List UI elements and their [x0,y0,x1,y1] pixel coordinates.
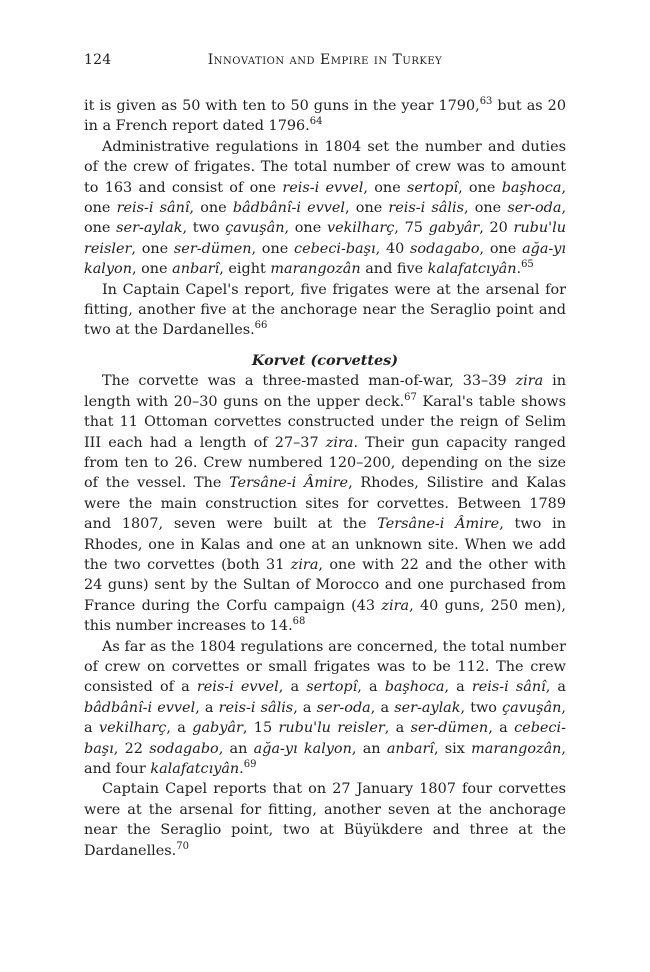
text-run: Korvet (corvettes) [251,351,399,369]
italic-term: Tersâne-i Âmire [229,475,349,492]
text-run: , eight [219,261,271,278]
text-run: , one [479,240,523,257]
italic-term: kalafatcıyân [150,761,240,777]
text-run: . [516,261,522,278]
footnote-ref: 68 [292,616,306,628]
text-run: , a [357,679,385,696]
italic-term: reis-i sânî [471,679,546,696]
text-run: , an [351,740,387,757]
body-text [84,96,566,861]
italic-term: reis-i sânî [116,200,190,217]
text-run: , one [84,179,567,217]
italic-term: gabyâr [192,720,243,737]
italic-term: Tersâne-i Âmire [377,516,500,533]
text-run: , a [195,699,219,716]
running-title: Innovation and Empire in Turkey [207,52,443,68]
text-run: , a [84,699,566,737]
italic-term: zira [290,556,319,573]
italic-term: çavuşân [502,699,562,716]
footnote-ref: 63 [479,96,493,108]
italic-term: marangozân [471,740,562,757]
text-run: Captain Capel reports that on 27 January 1807 four corvettes were at the arsenal for fitting, another seven at the anchorage near the Seraglio point, two at Büyükdere and three at the Dardanelles. [84,781,566,859]
text-run: , one [84,200,567,237]
text-run: , one [189,200,233,217]
text-run: , one [251,240,295,257]
italic-term: başhoca [501,179,562,196]
page-number: 124 [84,52,112,68]
text-run: , and four [84,740,566,777]
text-run: . Their gun capacity ranged from ten to 26. Crew numbered 120–200, depending on the size of the vessel. The [84,434,566,492]
text-run: , Rhodes, Silistire and Kalas were the main construction sites for corvettes. Between 1789 and 1807, seven were built at the [84,475,566,533]
text-run: , two in Rhodes, one in Kalas and one at an unknown site. When we add the two corvettes (both 31 [84,516,566,573]
text-run: , a [293,699,317,716]
text-run: , one [131,261,173,278]
text-run: , one [131,240,174,257]
italic-term: başhoca [384,679,445,696]
text-run: Karal's table shows that 11 Ottoman corvettes constructed under the reign of Selim III each had a length of 27–37 [84,393,567,451]
text-run: As far as the 1804 regulations are concerned, the total number of crew on corvettes or small frigates was to be 112. The crew consisted of a [84,638,566,696]
text-run: it is given as 50 with ten to 50 guns in the year 1790, [84,98,480,114]
text-run: Administrative regulations in 1804 set the number and duties of the crew of frigates. The total number of crew was to amount to 163 and consist of one [84,138,566,196]
italic-term: sodagabo [410,240,480,257]
body-paragraph [84,637,566,780]
footnote-ref: 67 [404,391,417,403]
italic-term: reis-i evvel [196,679,279,696]
text-run: , two [182,220,226,237]
text-run: , a [278,679,307,696]
text-run: , 22 [113,740,150,757]
italic-term: zira [515,373,544,390]
text-run: , one [458,179,502,196]
text-run: The corvette was a three-masted man-of-war, 33–39 [102,373,516,390]
italic-term: ser-oda [507,200,562,217]
running-header [84,52,566,74]
italic-term: kalafatcıyân [427,261,517,278]
italic-term: reis-i evvel [282,179,364,196]
italic-term: zira [381,597,410,614]
footnote-ref: 65 [521,259,534,271]
italic-term: çavuşân [225,220,285,237]
text-run: and five [360,261,428,278]
body-paragraph [84,137,566,280]
italic-term: vekilharç [326,220,395,237]
italic-term: ser-aylak [394,699,461,716]
text-run: , one [345,200,389,217]
italic-term: sertopî [306,679,358,696]
text-run: , a [444,679,472,696]
italic-term: reis-i sâlis [388,200,464,217]
text-run: In Captain Capel's report, five frigates were at the arsenal for fitting, another five at the anchorage near the Seraglio point and two at the Dardanelles. [84,281,566,339]
text-run: , one [363,179,408,196]
text-run: , 40 [375,240,411,257]
italic-term: ağa-yı kalyon [253,740,352,757]
italic-term: vekilharç [98,720,167,737]
text-run: , a [166,720,193,737]
text-run: , 40 guns, 250 men), this number increases to 14. [84,597,566,635]
text-run: but as 20 in a French report dated 1796. [84,98,566,135]
text-run: , a [545,679,566,696]
text-run: , a [384,720,411,737]
italic-term: zira [325,434,354,451]
text-run: , 15 [242,720,279,737]
italic-term: reis-i sâlis [218,699,294,716]
text-run: , six [433,740,472,757]
text-run: , an [218,740,254,757]
italic-term: anbarî [386,740,434,757]
italic-term: bâdbânî-i evvel [84,699,196,716]
italic-term: ağa-yı kalyon [84,240,567,278]
italic-term: cebeci-başı [294,240,376,257]
italic-term: ser-aylak [116,220,183,237]
text-run: , one [463,200,508,217]
footnote-ref: 69 [243,759,257,771]
body-paragraph [84,779,566,861]
footnote-ref: 64 [309,116,323,128]
italic-term: rubu'lu reisler [84,220,566,257]
italic-term: gabyâr [428,220,480,237]
italic-term: ser-dümen [410,720,489,737]
italic-term: marangozân [270,261,361,278]
italic-term: anbarî [172,261,220,278]
text-run: in length with 20–30 guns on the upper deck. [84,373,566,410]
text-run: . [239,761,244,777]
italic-term: sertopî [407,179,459,196]
footnote-ref: 66 [254,320,268,332]
italic-term: rubu'lu reisler [278,720,385,737]
body-paragraph [84,280,566,341]
text-run: , a [370,699,395,716]
text-run: , a [488,720,515,737]
footnote-ref: 70 [176,840,189,852]
body-paragraph [84,96,566,137]
text-run: , two [460,699,503,716]
italic-term: sodagabo [149,740,219,757]
body-paragraph [84,371,566,636]
italic-term: ser-oda [316,699,371,716]
section-heading [84,351,566,371]
text-run: , one with 22 and the other with 24 guns) sent by the Sultan of Morocco and one purchased from France during the Corfu campaign (43 [84,556,566,614]
italic-term: ser-dümen [173,240,252,257]
italic-term: cebeci-başı [84,720,566,757]
text-run: , one [284,220,327,237]
italic-term: bâdbânî-i evvel [232,200,346,217]
text-run: , 20 [479,220,514,237]
text-run: , 75 [394,220,429,237]
